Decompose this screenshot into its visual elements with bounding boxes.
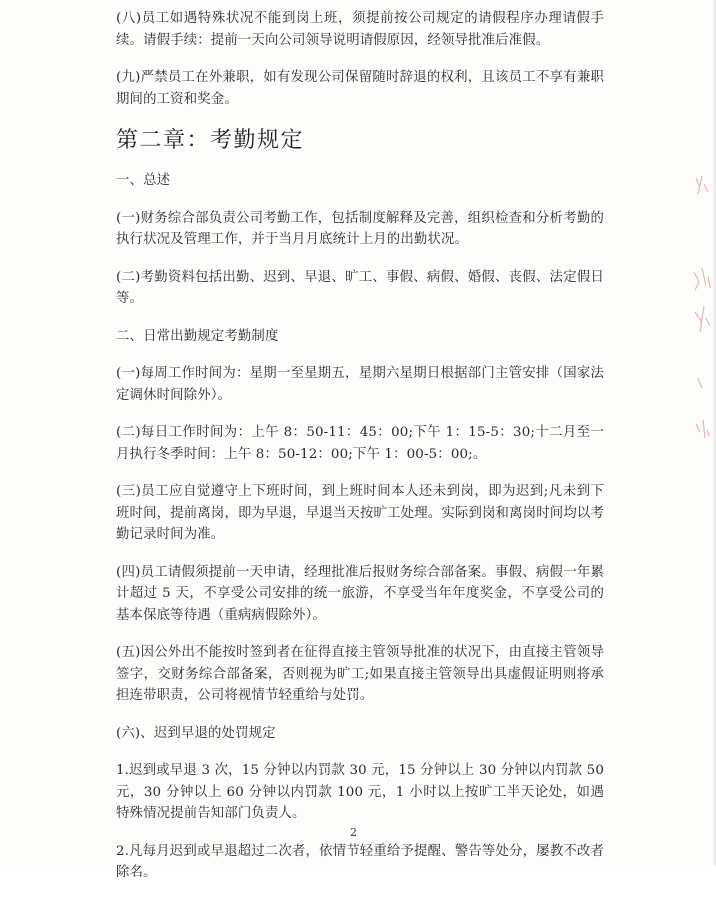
penalty-item-1: 1.迟到或早退 3 次，15 分钟以内罚款 30 元，15 分钟以上 30 分钟以内罚款 50 元，30 分钟以上 60 分钟以内罚款 100 元，1 小时以上按旷工半天论处，如遇特殊情况提前告知部门负责人。 (116, 763, 604, 821)
attendance-item-2: (二)每日工作时间为：上午 8：50-11：45：00;下午 1：15-5：30;十二月至一月执行冬季时间：上午 8：50-12：00;下午 1：00-5：00;。 (116, 425, 604, 462)
overview-item-2: (二)考勤资料包括出勤、迟到、早退、旷工、事假、病假、婚假、丧假、法定假日等。 (116, 269, 604, 306)
page-content (116, 8, 604, 900)
chapter-title: 第二章：考勤规定 (116, 128, 305, 153)
attendance-item-4: (四)员工请假须提前一天申请，经理批准后报财务综合部备案。事假、病假一年累计超过 5 天，不享受公司安排的统一旅游，不享受当年年度奖金，不享受公司的基本保底等待遇（重病病假除外）。 (116, 564, 604, 623)
penalty-item-2: 2.凡每月迟到或早退超过二次者，依情节轻重给予提醒、警告等处分，屡教不改者除名。 (116, 843, 604, 880)
attendance-item-5: (五)因公外出不能按时签到者在征得直接主管领导批准的状况下，由直接主管领导签字，交财务综合部备案，否则视为旷工;如果直接主管领导出具虚假证明则将承担连带职责，公司将视情节轻重给与处罚。 (116, 645, 604, 703)
page-number: 2 (350, 826, 357, 839)
clause-9-paragraph: (九)严禁员工在外兼职，如有发现公司保留随时辞退的权利，且该员工不享有兼职期间的工资和奖金。 (116, 70, 604, 107)
section-heading-overview: 一、总述 (116, 173, 171, 188)
attendance-item-1: (一)每周工作时间为：星期一至星期五，星期六星期日根据部门主管安排（国家法定调休时间除外）。 (116, 366, 604, 403)
penalty-heading: (六)、迟到早退的处罚规定 (116, 725, 276, 741)
section-heading-attendance: 二、日常出勤规定考勤制度 (116, 328, 279, 344)
attendance-item-3: (三)员工应自觉遵守上下班时间，到上班时间本人还未到岗，即为迟到;凡未到下班时间，提前离岗，即为早退，早退当天按旷工处理。实际到岗和离岗时间均以考勤记录时间为准。 (116, 484, 604, 542)
clause-8-paragraph: (八)员工如遇特殊状况不能到岗上班，须提前按公司规定的请假程序办理请假手续。请假手续：提前一天向公司领导说明请假原因，经领导批准后准假。 (116, 11, 604, 48)
overview-item-1: (一)财务综合部负责公司考勤工作，包括制度解释及完善，组织检查和分析考勤的执行状况及管理工作，并于当月月底统计上月的出勤状况。 (116, 210, 604, 247)
